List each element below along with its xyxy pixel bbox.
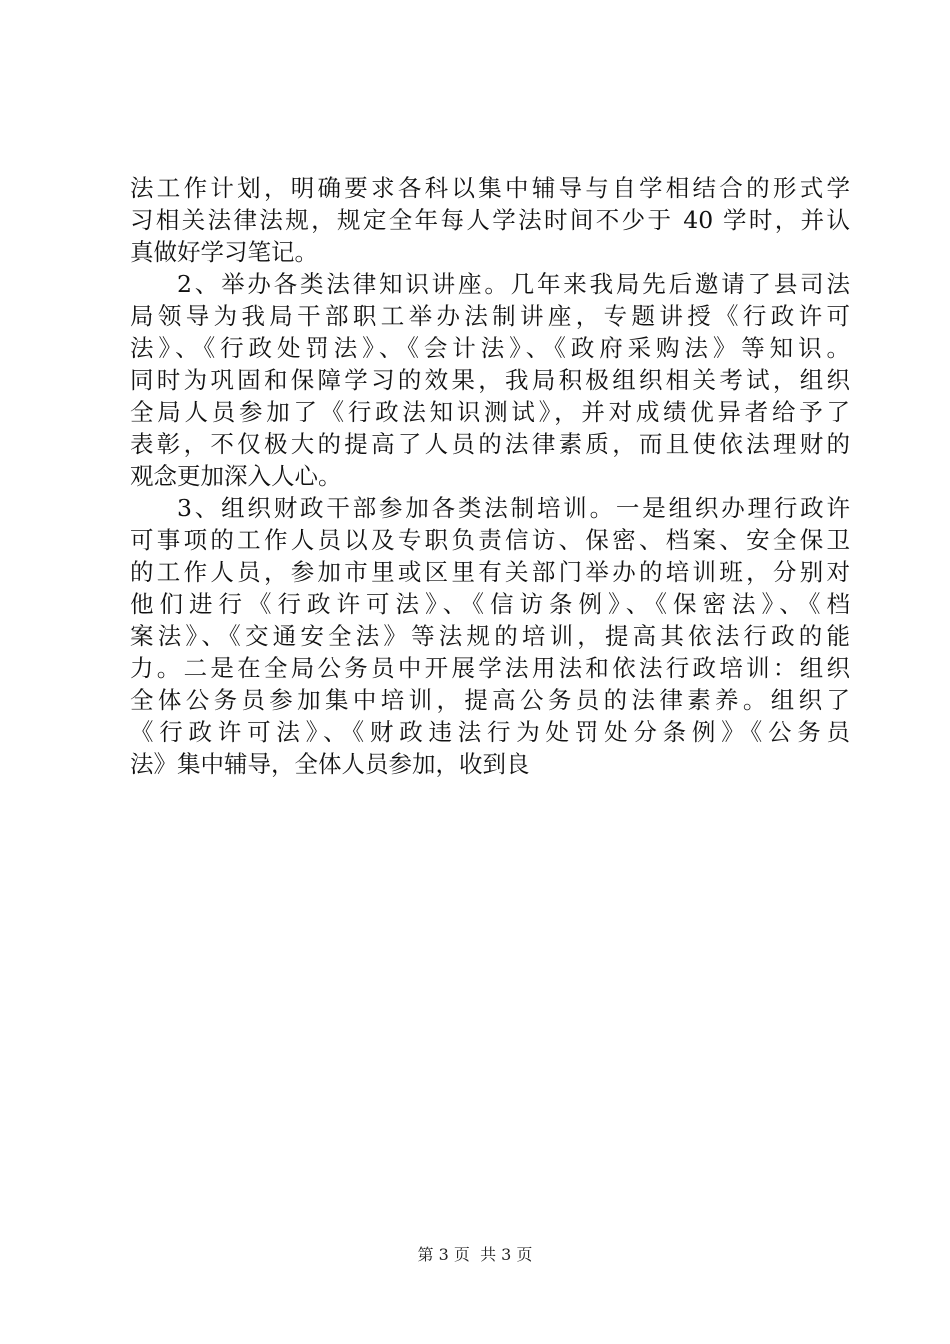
text-line: 真做好学习笔记。 <box>130 238 318 266</box>
text-line: 法工作计划，明确要求各科以集中辅导与自学相结合的形式学 <box>130 174 850 202</box>
text-line: 表彰，不仅极大的提高了人员的法律素质，而且使依法理财的 <box>130 430 850 458</box>
paragraph-3 <box>130 492 850 780</box>
text-line: 他们进行《行政许可法》、《信访条例》、《保密法》、《档 <box>130 590 850 618</box>
text-line: 全局人员参加了《行政法知识测试》，并对成绩优异者给予了 <box>130 398 850 426</box>
paragraph-1 <box>130 172 850 268</box>
text-line: 力。二是在全局公务员中开展学法用法和依法行政培训：组织 <box>130 654 850 682</box>
page-number-label: 第 3 页 共 3 页 <box>417 1245 533 1264</box>
text-line: 的工作人员，参加市里或区里有关部门举办的培训班，分别对 <box>130 558 850 586</box>
text-line: 《行政许可法》、《财政违法行为处罚处分条例》《公务员 <box>130 718 850 746</box>
paragraph-2 <box>130 268 850 492</box>
text-line: 法》集中辅导，全体人员参加，收到良 <box>130 750 530 778</box>
text-line: 可事项的工作人员以及专职负责信访、保密、档案、安全保卫 <box>130 526 850 554</box>
text-line: 同时为巩固和保障学习的效果，我局积极组织相关考试，组织 <box>130 366 850 394</box>
text-line: 习相关法律法规，规定全年每人学法时间不少于 40 学时，并认 <box>130 206 850 234</box>
text-line: 2、举办各类法律知识讲座。几年来我局先后邀请了县司法 <box>177 270 850 298</box>
text-line: 观念更加深入人心。 <box>130 462 342 490</box>
text-line: 3、组织财政干部参加各类法制培训。一是组织办理行政许 <box>177 494 850 522</box>
document-body <box>130 172 850 780</box>
text-line: 法》、《行政处罚法》、《会计法》、《政府采购法》等知识。 <box>130 334 850 362</box>
text-line: 局领导为我局干部职工举办法制讲座，专题讲授《行政许可 <box>130 302 850 330</box>
text-line: 全体公务员参加集中培训，提高公务员的法律素养。组织了 <box>130 686 850 714</box>
text-line: 案法》、《交通安全法》等法规的培训，提高其依法行政的能 <box>130 622 850 650</box>
page-footer <box>0 1245 950 1265</box>
